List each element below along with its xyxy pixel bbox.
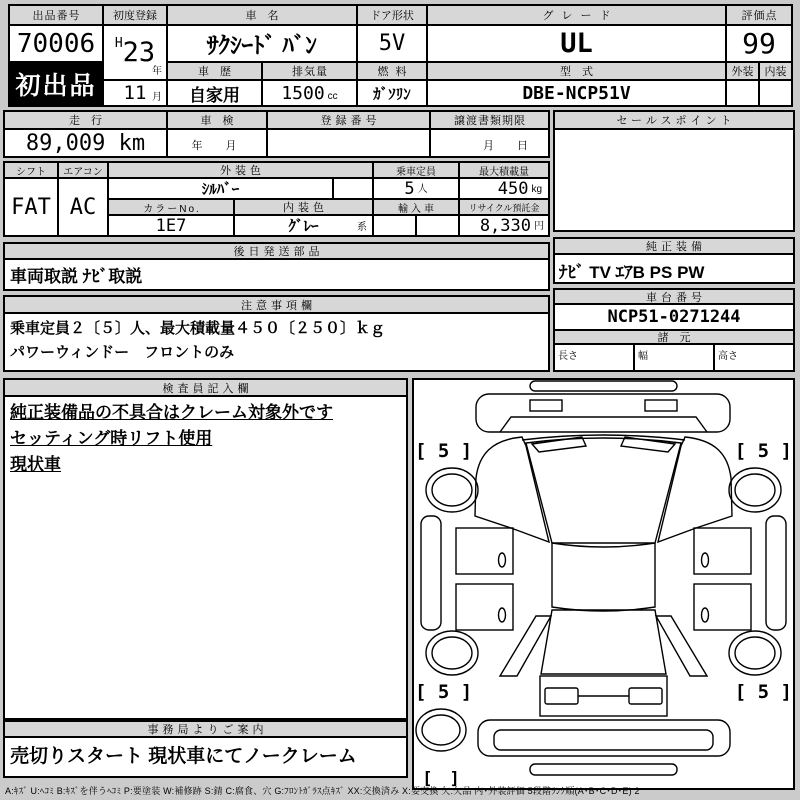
wheel-front-right [729, 468, 781, 512]
score-value: 99 [727, 26, 791, 63]
dimensions-label: 諸 元 [555, 331, 793, 345]
corner-mark-front-right: [ 5 ] [734, 440, 792, 462]
import-car-label: 輸入車 [374, 200, 458, 216]
condition-code-legend: A:ｷｽﾞ U:ﾍｺﾐ B:ｷｽﾞを伴うﾍｺﾐ P:要塗装 W:補修跡 S:錆 C:腐食、穴 G:ﾌﾛﾝﾄｶﾞﾗｽ点ｷｽﾞ XX:交換済み X:要交換 欠:欠品 内･外装評価 5段階ﾗﾝｸ順(A･B･C･D･E) 2 [5, 786, 640, 796]
rear-bumper-strip [530, 764, 677, 775]
interior-rating-label: 内装 [760, 63, 791, 81]
spare-tire [416, 709, 466, 751]
displacement-value: 1500 [281, 82, 325, 104]
car-name-label: 車 名 [168, 6, 356, 26]
capacity-cell [374, 179, 458, 200]
notes-line-1: 乗車定員２〔５〕人、最大積載量４５０〔２５０〕ｋｇ [10, 320, 386, 337]
later-parts-value: 車両取説 ﾅﾋﾞ取説 [10, 267, 143, 286]
notes-box [3, 295, 550, 372]
dimension-length-cell: 長さ [555, 345, 635, 370]
interior-rating-value [760, 81, 791, 105]
exterior-rating-label: 外装 [727, 63, 758, 81]
mileage-label: 走 行 [5, 112, 166, 130]
vehicle-spec-table [3, 161, 550, 237]
wheel-front-left [426, 468, 478, 512]
auction-no-value: 70006 [10, 26, 102, 63]
interior-color-suffix: 系 [357, 222, 367, 233]
color-no-value: 1E7 [109, 216, 235, 235]
door-handle-rear-right [702, 608, 709, 622]
fuel-value: ｶﾞｿﾘﾝ [358, 81, 426, 105]
top-info-table [8, 4, 793, 107]
first-reg-label: 初度登録 [104, 6, 166, 26]
front-bumper-strip [530, 381, 677, 391]
displacement-unit: cc [327, 91, 338, 102]
max-load-unit: kg [531, 184, 542, 195]
first-reg-month-cell [104, 81, 166, 105]
notes-content [5, 314, 548, 370]
door-front-left [456, 528, 513, 574]
dimension-height-cell: 高さ [718, 351, 738, 362]
rear-window [541, 610, 666, 674]
first-listing-badge: 初出品 [10, 63, 102, 105]
c-pillar-right [656, 616, 707, 676]
sales-point-box [553, 110, 795, 232]
grade-label: グレード [428, 6, 725, 26]
registration-no-value [268, 130, 429, 156]
displacement-label: 排気量 [263, 63, 356, 81]
shift-value: FAT [5, 179, 57, 235]
inspector-line-2: セッティング時リフト使用 [10, 429, 213, 448]
first-reg-column [102, 6, 166, 105]
model-code-value: DBE-NCP51V [428, 81, 725, 105]
sales-point-label: セールスポイント [555, 112, 793, 130]
import-car-cell-left [374, 216, 417, 235]
recycle-deposit-cell [460, 216, 548, 235]
history-label: 車 歴 [168, 63, 261, 81]
notes-label: 注意事項欄 [5, 297, 548, 314]
exterior-color-extra-cell [334, 179, 372, 198]
exterior-rating-value [727, 81, 758, 105]
first-reg-year-cell [104, 26, 166, 81]
color-no-label: カラーNo. [109, 200, 235, 216]
aircon-value: AC [59, 179, 107, 235]
inspector-box [3, 378, 408, 720]
model-code-label: 型 式 [428, 63, 725, 81]
door-handle-front-right [702, 553, 709, 567]
mileage-value: 89,009 km [5, 130, 166, 156]
interior-color-cell [235, 216, 372, 235]
recycle-deposit-unit: 円 [534, 221, 544, 232]
headlight-left [530, 400, 562, 411]
score-label: 評価点 [727, 6, 791, 26]
chassis-no-label: 車台番号 [555, 290, 793, 305]
recycle-deposit-value: 8,330 [479, 216, 531, 235]
transfer-deadline-value: 月 日 [431, 130, 548, 156]
sill-left [421, 516, 441, 630]
first-reg-year: 23 [122, 37, 156, 68]
rear-bumper-inner [494, 730, 713, 750]
vehicle-diagram-box [412, 378, 795, 790]
later-parts-label: 後日発送部品 [5, 244, 548, 260]
displacement-value-cell [263, 81, 356, 105]
inspector-line-3: 現状車 [10, 455, 61, 474]
inspection-label: 車 検 [168, 112, 266, 130]
door-value: 5V [358, 26, 426, 63]
transfer-deadline-label: 譲渡書類期限 [431, 112, 548, 130]
registration-no-label: 登録番号 [268, 112, 429, 130]
mileage-table [3, 110, 550, 158]
taillight-left [545, 688, 578, 704]
corner-mark-rear-right: [ 5 ] [734, 681, 792, 703]
grade-column [426, 6, 725, 105]
office-info-label: 事務局よりご案内 [5, 722, 406, 738]
corner-mark-front-left: [ 5 ] [415, 440, 473, 462]
genuine-equipment-label: 純正装備 [555, 239, 793, 255]
car-name-column [166, 6, 356, 105]
first-reg-month: 11 [123, 82, 147, 104]
capacity-label: 乗車定員 [374, 163, 458, 179]
door-rear-left [456, 584, 513, 630]
headlight-right [645, 400, 677, 411]
car-top-view-diagram [414, 380, 793, 788]
taillight-right [629, 688, 662, 704]
office-info-value: 売切りスタート 現状車にてノークレーム [10, 746, 357, 767]
door-column [356, 6, 426, 105]
chassis-box [553, 288, 795, 372]
max-load-label: 最大積載量 [460, 163, 548, 179]
era-mark: H [114, 36, 123, 51]
interior-color-label: 内装色 [235, 200, 372, 216]
later-parts-box [3, 242, 550, 291]
wheel-rear-right [729, 631, 781, 675]
door-handle-rear-left [499, 608, 506, 622]
chassis-no-value: NCP51-0271244 [555, 305, 793, 331]
score-column [725, 6, 791, 105]
exterior-color-label: 外装色 [109, 163, 372, 179]
recycle-deposit-label: リサイクル預託金 [460, 200, 548, 216]
auction-no-label: 出品番号 [10, 6, 102, 26]
history-value: 自家用 [168, 81, 261, 105]
notes-line-2: パワーウィンドー フロントのみ [10, 344, 235, 361]
aircon-label: エアコン [59, 163, 107, 179]
inspector-label: 検査員記入欄 [5, 380, 406, 397]
windshield [526, 438, 681, 547]
max-load-cell [460, 179, 548, 200]
inspector-content [5, 397, 406, 718]
import-car-cell-right [417, 216, 458, 235]
fuel-label: 燃 料 [358, 63, 426, 81]
inspection-value: 年 月 [168, 130, 266, 156]
sales-point-value [555, 130, 793, 230]
max-load-value: 450 [497, 179, 529, 199]
door-handle-front-left [499, 553, 506, 567]
door-label: ドア形状 [358, 6, 426, 26]
grade-value: UL [428, 26, 725, 63]
interior-color-value: ｸﾞﾚｰ [288, 218, 319, 235]
corner-mark-rear-left: [ 5 ] [415, 681, 473, 703]
sill-right [766, 516, 786, 630]
c-pillar-left [500, 616, 551, 676]
spare-tire-mark: [ ] [422, 769, 460, 788]
month-unit: 月 [152, 92, 162, 103]
door-rear-right [694, 584, 751, 630]
inspector-line-1: 純正装備品の不具合はクレーム対象外です [10, 403, 333, 422]
genuine-equipment-box [553, 237, 795, 284]
car-name-value: ｻｸｼｰﾄﾞ ﾊﾞﾝ [168, 26, 356, 63]
genuine-equipment-value: ﾅﾋﾞ TV ｴｱB PS PW [559, 263, 705, 282]
exterior-color-value: ｼﾙﾊﾞｰ [109, 179, 334, 198]
capacity-value: 5 [404, 179, 415, 199]
office-info-box [3, 720, 408, 778]
hood-line [500, 417, 707, 432]
auction-no-column [10, 6, 102, 105]
door-front-right [694, 528, 751, 574]
wheel-rear-left [426, 631, 478, 675]
year-unit: 年 [152, 66, 162, 77]
dimension-width-cell: 幅 [635, 345, 715, 370]
roof [552, 543, 655, 611]
front-body [476, 394, 730, 432]
shift-label: シフト [5, 163, 57, 179]
capacity-unit: 人 [417, 184, 428, 195]
